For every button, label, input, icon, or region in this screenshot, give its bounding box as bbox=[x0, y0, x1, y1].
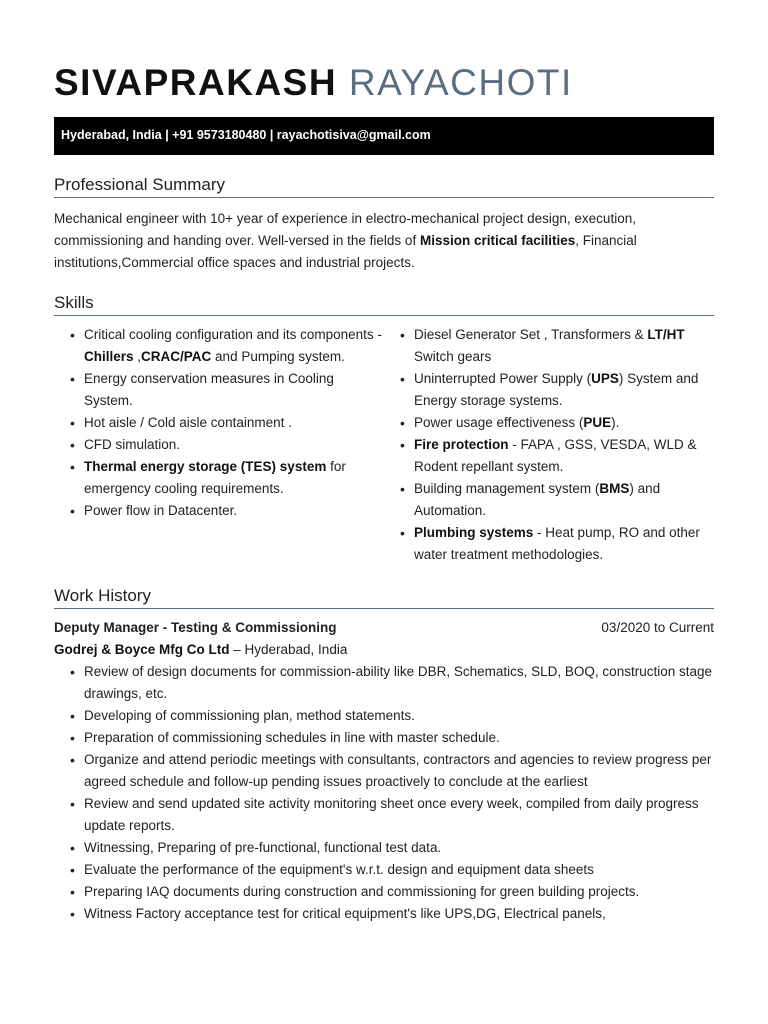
list-item: • CFD simulation. bbox=[54, 434, 384, 456]
summary-section bbox=[54, 175, 714, 274]
candidate-name bbox=[54, 62, 573, 104]
list-item: • Hot aisle / Cold aisle containment . bbox=[54, 412, 384, 434]
list-item: • Critical cooling configuration and its components - Chillers ,CRAC/PAC and Pumping system. bbox=[54, 324, 384, 368]
last-name: RAYACHOTI bbox=[348, 62, 573, 103]
list-item: • Thermal energy storage (TES) system for emergency cooling requirements. bbox=[54, 456, 384, 500]
contact-bar: Hyderabad, India | +91 9573180480 | rayachotisiva@gmail.com bbox=[54, 117, 714, 155]
skills-left-list bbox=[54, 324, 384, 566]
list-item: • Organize and attend periodic meetings with consultants, contractors and agencies to review progress per agreed schedule and follow-up pending issues proactively to conclude at the earliest bbox=[54, 749, 714, 793]
list-item: • Witness Factory acceptance test for critical equipment's like UPS,DG, Electrical panels, bbox=[54, 903, 714, 925]
list-item: • Preparation of commissioning schedules in line with master schedule. bbox=[54, 727, 714, 749]
job-header bbox=[54, 617, 714, 639]
list-item: • Preparing IAQ documents during construction and commissioning for green building projects. bbox=[54, 881, 714, 903]
list-item: • Evaluate the performance of the equipment's w.r.t. design and equipment data sheets bbox=[54, 859, 714, 881]
job-title: Deputy Manager - Testing & Commissioning bbox=[54, 620, 337, 635]
company-name: Godrej & Boyce Mfg Co Ltd bbox=[54, 642, 230, 657]
list-item: • Power usage effectiveness (PUE). bbox=[384, 412, 714, 434]
skills-right-list bbox=[384, 324, 714, 566]
list-item: • Uninterrupted Power Supply (UPS) System and Energy storage systems. bbox=[384, 368, 714, 412]
skills-section bbox=[54, 293, 714, 566]
first-name: SIVAPRAKASH bbox=[54, 62, 338, 103]
work-title: Work History bbox=[54, 586, 714, 609]
job-dates: 03/2020 to Current bbox=[601, 620, 714, 635]
list-item: • Energy conservation measures in Cooling System. bbox=[54, 368, 384, 412]
work-section bbox=[54, 586, 714, 925]
list-item: • Diesel Generator Set , Transformers & LT/HT Switch gears bbox=[384, 324, 714, 368]
skills-title: Skills bbox=[54, 293, 714, 316]
list-item: • Plumbing systems - Heat pump, RO and other water treatment methodologies. bbox=[384, 522, 714, 566]
summary-text: Mechanical engineer with 10+ year of experience in electro-mechanical project design, execution, commissioning and handing over. Well-versed in the fields of Mission critical facilities, Financial institutions,Commercial office spaces and industrial projects. bbox=[54, 211, 637, 270]
list-item: • Building management system (BMS) and Automation. bbox=[384, 478, 714, 522]
list-item: • Witnessing, Preparing of pre-functional, functional test data. bbox=[54, 837, 714, 859]
summary-title: Professional Summary bbox=[54, 175, 714, 198]
list-item: • Review and send updated site activity monitoring sheet once every week, compiled from daily progress update reports. bbox=[54, 793, 714, 837]
company-line bbox=[54, 639, 714, 661]
company-location: – Hyderabad, India bbox=[229, 642, 348, 657]
work-bullets bbox=[54, 661, 714, 925]
list-item: • Review of design documents for commission-ability like DBR, Schematics, SLD, BOQ, construction stage drawings, etc. bbox=[54, 661, 714, 705]
list-item: • Developing of commissioning plan, method statements. bbox=[54, 705, 714, 727]
list-item: • Power flow in Datacenter. bbox=[54, 500, 384, 522]
list-item: • Fire protection - FAPA , GSS, VESDA, WLD & Rodent repellant system. bbox=[384, 434, 714, 478]
